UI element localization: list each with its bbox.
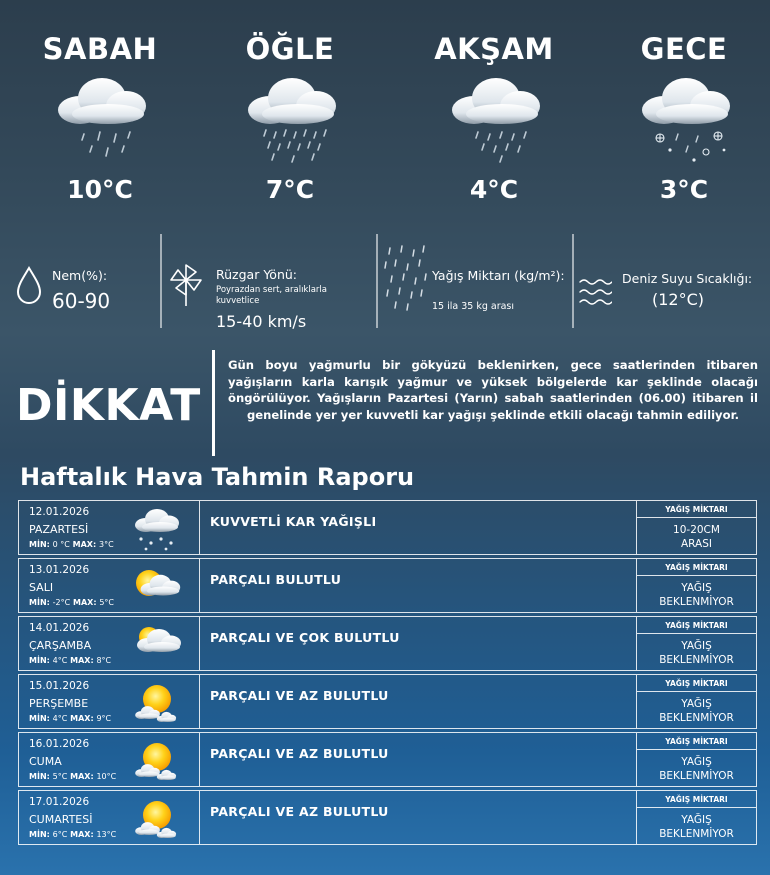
droplet-icon <box>14 265 44 305</box>
day-name: PAZARTESİ <box>29 523 89 536</box>
period-temperature: 3°C <box>659 175 709 204</box>
table-row <box>18 674 757 729</box>
precipitation-value: YAĞIŞ BEKLENMİYOR <box>659 755 734 782</box>
precipitation-header: YAĞIŞ MİKTARI <box>637 791 756 808</box>
precipitation-amount <box>636 501 756 554</box>
day-condition: PARÇALI VE ÇOK BULUTLU <box>210 630 400 645</box>
day-date: 12.01.2026 <box>29 506 90 518</box>
day-condition: PARÇALI VE AZ BULUTLU <box>210 804 389 819</box>
column-divider <box>199 675 200 728</box>
sun-small-cloud-icon <box>127 679 185 727</box>
humidity-label: Nem(%): <box>52 268 108 283</box>
sun-behind-cloud-icon <box>127 621 185 669</box>
period-temperature: 10°C <box>67 175 133 204</box>
period-temperature: 7°C <box>265 175 315 204</box>
precipitation-value: 10-20CM ARASI <box>673 523 720 550</box>
precipitation-amount <box>636 791 756 844</box>
precipitation-value: YAĞIŞ BEKLENMİYOR <box>659 697 734 724</box>
day-condition: PARÇALI BULUTLU <box>210 572 342 587</box>
day-min-max: MİN: 4°C MAX: 8°C <box>29 656 112 665</box>
day-condition: PARÇALI VE AZ BULUTLU <box>210 688 389 703</box>
period-name: ÖĞLE <box>245 32 335 66</box>
period-morning <box>10 0 190 225</box>
column-divider <box>199 559 200 612</box>
warning-accent-bar <box>212 350 215 456</box>
column-divider <box>199 733 200 786</box>
cloud-rain-icon <box>50 74 160 170</box>
day-name: CUMARTESİ <box>29 813 93 826</box>
table-row <box>18 732 757 787</box>
day-condition: PARÇALI VE AZ BULUTLU <box>210 746 389 761</box>
rain-value: 15 ila 35 kg arası <box>432 301 515 312</box>
day-date: 16.01.2026 <box>29 738 90 750</box>
cloud-snow-rain-icon <box>634 74 744 170</box>
cloud-heavy-rain-icon <box>240 74 350 170</box>
sea-temperature-value: (12°C) <box>652 290 705 309</box>
day-date: 17.01.2026 <box>29 796 90 808</box>
day-condition: KUVVETLİ KAR YAĞIŞLI <box>210 514 377 529</box>
day-name: PERŞEMBE <box>29 697 89 710</box>
day-min-max: MİN: 4°C MAX: 9°C <box>29 714 112 723</box>
divider <box>376 234 378 328</box>
table-row <box>18 790 757 845</box>
period-evening <box>404 0 584 225</box>
period-night <box>594 0 770 225</box>
humidity-value: 60-90 <box>52 289 111 313</box>
precipitation-value: YAĞIŞ BEKLENMİYOR <box>659 639 734 666</box>
waves-icon <box>578 274 612 310</box>
day-min-max: MİN: 5°C MAX: 10°C <box>29 772 117 781</box>
precipitation-header: YAĞIŞ MİKTARI <box>637 675 756 692</box>
precipitation-amount <box>636 559 756 612</box>
precipitation-amount <box>636 617 756 670</box>
table-row <box>18 616 757 671</box>
day-date: 13.01.2026 <box>29 564 90 576</box>
wind-description: Poyrazdan sert, aralıklarla kuvvetlice <box>216 285 327 306</box>
period-temperature: 4°C <box>469 175 519 204</box>
precipitation-header: YAĞIŞ MİKTARI <box>637 501 756 518</box>
period-name: SABAH <box>42 32 158 66</box>
warning-title: DİKKAT <box>16 380 201 431</box>
period-name: AKŞAM <box>434 32 554 66</box>
day-name: CUMA <box>29 755 62 768</box>
sun-small-cloud-icon <box>127 795 185 843</box>
wind-value: 15-40 km/s <box>216 312 307 331</box>
rain-label: Yağış Miktarı (kg/m²): <box>432 268 565 283</box>
day-min-max: MİN: 0 °C MAX: 3°C <box>29 540 114 549</box>
rain-drops-icon <box>382 244 430 314</box>
period-name: GECE <box>640 32 728 66</box>
day-name: ÇARŞAMBA <box>29 639 92 652</box>
cloud-rain-icon <box>444 74 554 170</box>
day-date: 14.01.2026 <box>29 622 90 634</box>
divider <box>572 234 574 328</box>
day-date: 15.01.2026 <box>29 680 90 692</box>
day-min-max: MİN: -2°C MAX: 5°C <box>29 598 115 607</box>
precipitation-value: YAĞIŞ BEKLENMİYOR <box>659 813 734 840</box>
precipitation-header: YAĞIŞ MİKTARI <box>637 617 756 634</box>
pinwheel-icon <box>168 262 204 308</box>
precipitation-header: YAĞIŞ MİKTARI <box>637 733 756 750</box>
column-divider <box>199 791 200 844</box>
divider <box>160 234 162 328</box>
precipitation-value: YAĞIŞ BEKLENMİYOR <box>659 581 734 608</box>
sun-small-cloud-icon <box>127 737 185 785</box>
period-noon <box>200 0 380 225</box>
snow-cloud-icon <box>127 505 185 553</box>
warning-text: Gün boyu yağmurlu bir gökyüzü beklenirken, gece saatlerinden itibaren yağışların karla karışık yağmur ve yüksek bölgelerde kar şeklinde olacağı öngörülüyor. Yağışların Pazartesi (Yarın) sabah saatlerinden (06.00) itibaren il genelinde yer yer kuvvetli kar yağışı şeklinde etkili olacağı tahmin ediliyor. <box>228 358 758 422</box>
precipitation-amount <box>636 733 756 786</box>
table-row <box>18 558 757 613</box>
column-divider <box>199 617 200 670</box>
wind-label: Rüzgar Yönü: <box>216 267 297 282</box>
precipitation-amount <box>636 675 756 728</box>
day-min-max: MİN: 6°C MAX: 13°C <box>29 830 117 839</box>
column-divider <box>199 501 200 554</box>
sea-temperature-label: Deniz Suyu Sıcaklığı: <box>622 271 753 286</box>
precipitation-header: YAĞIŞ MİKTARI <box>637 559 756 576</box>
day-name: SALI <box>29 581 54 594</box>
weekly-report-title: Haftalık Hava Tahmin Raporu <box>20 463 415 491</box>
table-row <box>18 500 757 555</box>
sun-behind-cloud-icon <box>127 563 185 611</box>
